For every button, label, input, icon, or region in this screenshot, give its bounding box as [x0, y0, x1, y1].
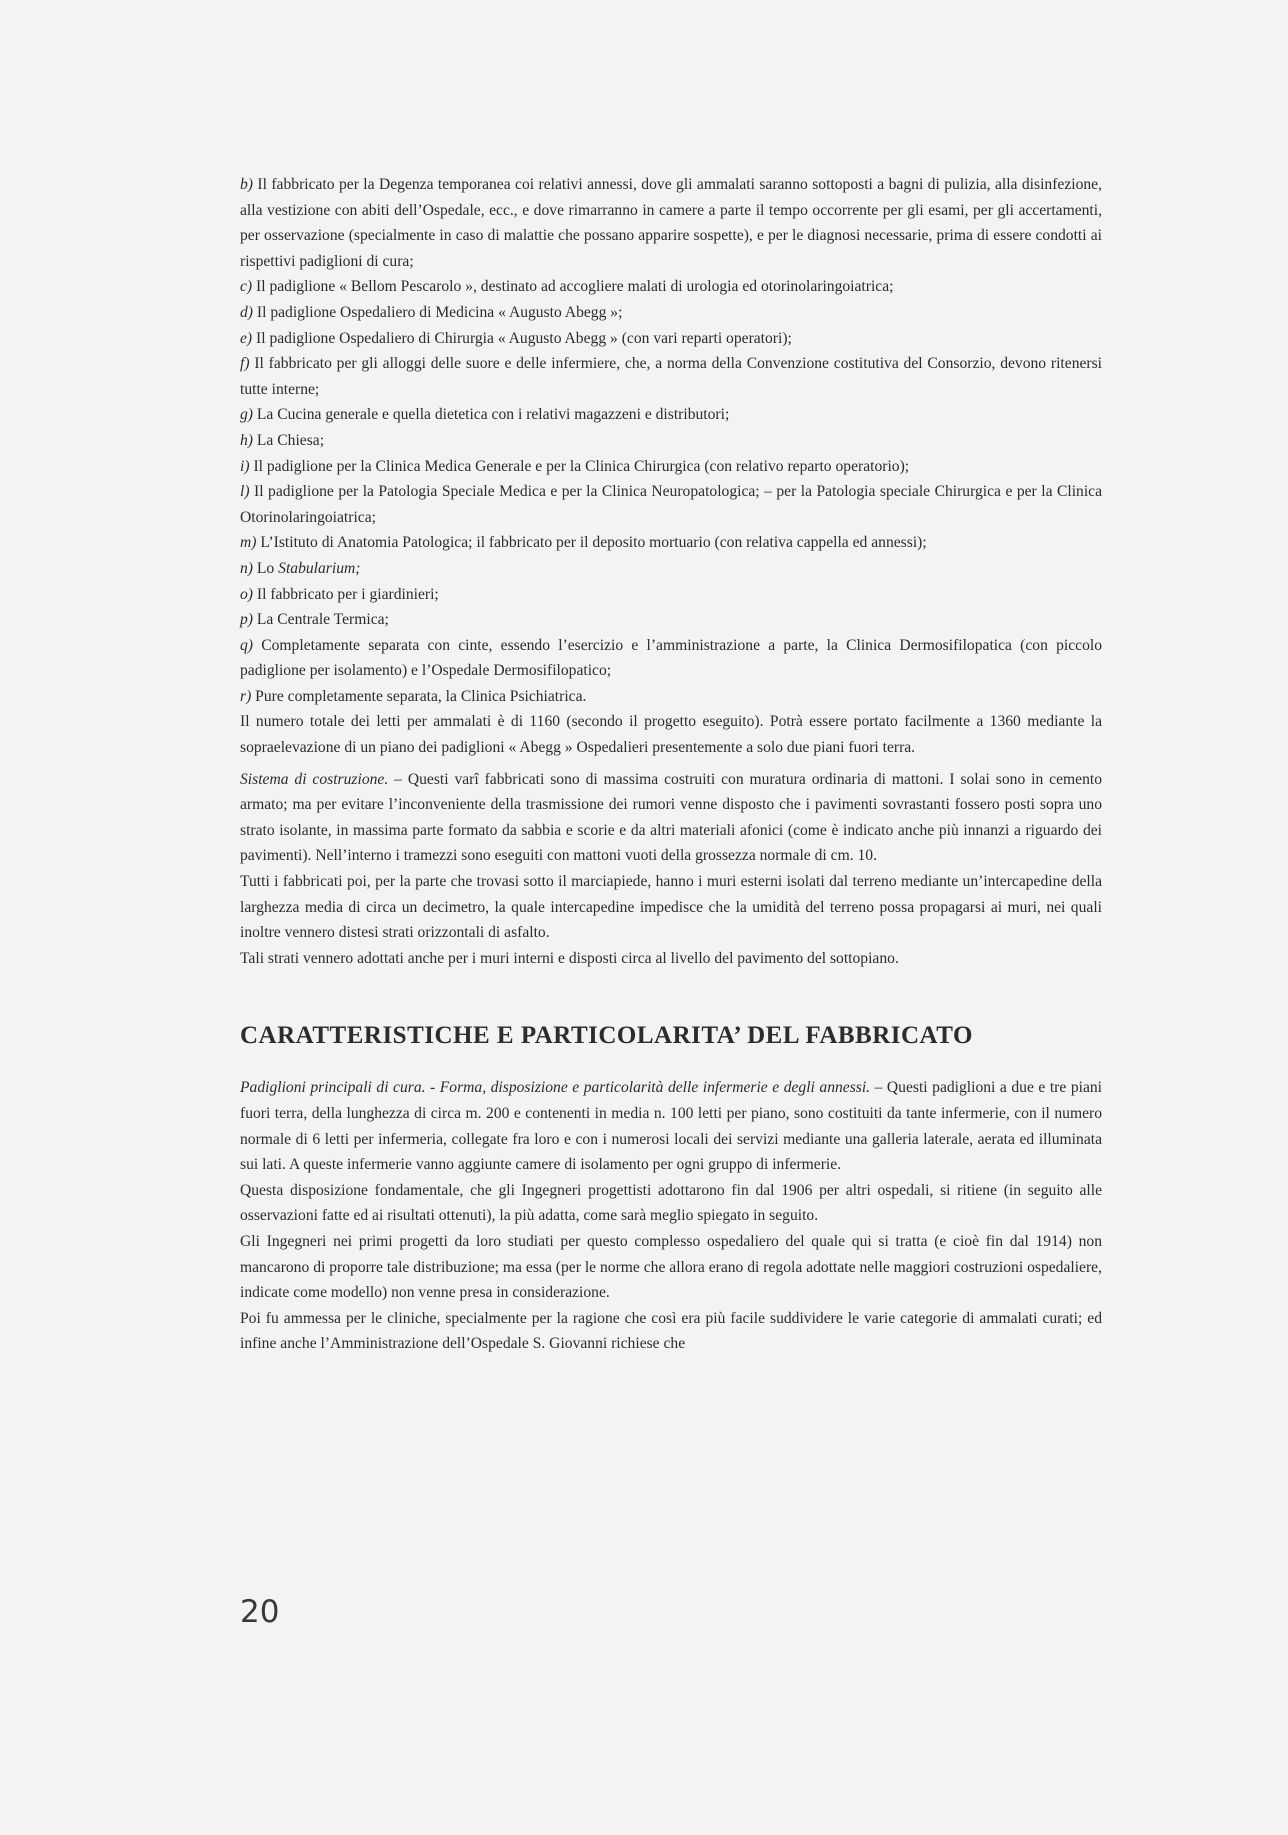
- list-item-h: [240, 428, 1102, 454]
- item-letter: n): [240, 559, 253, 577]
- item-letter: g): [240, 406, 253, 424]
- list-item-b: [240, 172, 1102, 274]
- item-text: Il fabbricato per i giardinieri;: [256, 585, 439, 603]
- list-item-p: [240, 607, 1102, 633]
- item-letter: m): [240, 534, 257, 552]
- list-item-o: [240, 582, 1102, 608]
- paragraph-strati: Tali strati vennero adottati anche per i muri interni e disposti circa al livello del pavimento del sottopiano.: [240, 949, 899, 967]
- item-letter: h): [240, 431, 253, 449]
- list-item-m: [240, 530, 1102, 556]
- item-text: Pure completamente separata, la Clinica Psichiatrica.: [255, 687, 587, 705]
- list-item-f: [240, 351, 1102, 402]
- item-letter: f): [240, 355, 250, 373]
- item-letter: l): [240, 483, 250, 501]
- item-text: Il fabbricato per la Degenza temporanea coi relativi annessi, dove gli ammalati saranno sottoposti a bagni di pulizia, alla disinfezione, alla vestizione con abiti dell’Ospedale, ecc., e dove rimarranno in camere a parte il tempo occorrente per gli esami, per gli accertamenti, per osservazione (specialmente in caso di malattie che possano apparire sospette), e per le diagnosi necessarie, prima di essere condotti ai rispettivi padiglioni di cura;: [240, 176, 1102, 270]
- item-letter: c): [240, 278, 253, 296]
- list-item-l: [240, 479, 1102, 530]
- sistema-title: Sistema di costruzione.: [240, 770, 389, 788]
- item-text: Il padiglione per la Clinica Medica Generale e per la Clinica Chirurgica (con relativo reparto operatorio);: [253, 457, 910, 475]
- item-text: La Chiesa;: [256, 431, 325, 449]
- item-letter: i): [240, 457, 250, 475]
- item-text: Completamente separata con cinte, essendo l’esercizio e l’amministrazione a parte, la Clinica Dermosifilopatica (con piccolo padiglione per isolamento) e l’Ospedale Dermosifilopatico;: [240, 636, 1102, 680]
- item-letter: r): [240, 687, 252, 705]
- list-item-e: [240, 326, 1102, 352]
- padiglioni-text: – Questi padiglioni a due e tre piani fuori terra, della lunghezza di circa m. 200 e contenenti in media n. 100 letti per piano, sono costituiti da tante infermerie, con il numero normale di 6 letti per infermeria, collegate fra loro e con i numerosi locali dei servizi mediante una galleria laterale, aerata ed illuminata sui lati. A queste infermerie vanno aggiunte camere di isolamento per ogni gruppo di infermerie.: [240, 1079, 1102, 1174]
- item-text: La Centrale Termica;: [256, 611, 389, 629]
- item-text: Il fabbricato per gli alloggi delle suore e delle infermiere, che, a norma della Convenzione costitutiva del Consorzio, devono ritenersi tutte interne;: [240, 355, 1103, 398]
- list-item-c: [240, 274, 1102, 300]
- padiglioni-title: Padiglioni principali di cura. - Forma, disposizione e particolarità delle infermerie e degli annessi.: [240, 1079, 871, 1097]
- item-text: Il padiglione « Bellom Pescarolo », destinato ad accogliere malati di urologia ed otorinolaringoiatrica;: [256, 278, 894, 296]
- paragraph-cliniche: Poi fu ammessa per le cliniche, specialmente per la ragione che così era più facile suddividere le varie categorie di ammalati curati; ed infine anche l’Amministrazione dell’Ospedale S. Giovanni richiese che: [240, 1309, 1102, 1353]
- sistema-text: – Questi varî fabbricati sono di massima costruiti con muratura ordinaria di mattoni. I solai sono in cemento armato; ma per evitare l’inconveniente della trasmissione dei rumori venne disposto che i pavimenti sovrastanti fossero posti sopra uno strato isolante, in massima parte formato da sabbia e scorie e da altri materiali afonici (come è indicato anche più innanzi a riguardo dei pavimenti). Nell’interno i tramezzi sono eseguiti con mattoni vuoti della grossezza normale di cm. 10.: [240, 770, 1102, 865]
- section-heading: CARATTERISTICHE E PARTICOLARITA’ DEL FABBRICATO: [240, 1022, 973, 1050]
- item-text: Il padiglione per la Patologia Speciale Medica e per la Clinica Neuropatologica; – per la Patologia speciale Chirurgica e per la Clinica Otorinolaringoiatrica;: [240, 483, 1102, 526]
- item-letter: b): [240, 176, 253, 193]
- paragraph-sistema: [240, 767, 1102, 869]
- paragraph-ingegneri: Gli Ingegneri nei primi progetti da loro studiati per questo complesso ospedaliero del quale qui si tratta (e cioè fin dal 1914) non mancarono di proporre tale distribuzione; ma essa (per le norme che allora erano di regola adottate nelle maggiori costruzioni ospedaliere, indicate come modello) non venne presa in considerazione.: [240, 1232, 1102, 1302]
- item-text: Il padiglione Ospedaliero di Chirurgia « Augusto Abegg » (con vari reparti operatori);: [256, 329, 792, 347]
- item-text: L’Istituto di Anatomia Patologica; il fabbricato per il deposito mortuario (con relativa cappella ed annessi);: [260, 534, 927, 552]
- paragraph-letti: Il numero totale dei letti per ammalati è di 1160 (secondo il progetto eseguito). Potrà essere portato facilmente a 1360 mediante la sopraelevazione di un piano dei padiglioni « Abegg » Ospedalieri presentemente a solo due piani fuori terra.: [240, 713, 1102, 757]
- item-letter: q): [240, 636, 253, 654]
- list-item-i: [240, 454, 1102, 480]
- item-letter: p): [240, 611, 253, 629]
- list-item-d: [240, 300, 1102, 326]
- item-letter: e): [240, 329, 253, 347]
- list-item-g: [240, 402, 1102, 428]
- list-item-r: [240, 684, 1102, 710]
- list-item-q: [240, 633, 1102, 684]
- item-letter: o): [240, 585, 253, 603]
- item-text: Il padiglione Ospedaliero di Medicina « Augusto Abegg »;: [256, 303, 623, 321]
- paragraph-fabbricati: Tutti i fabbricati poi, per la parte che trovasi sotto il marciapiede, hanno i muri esterni isolati dal terreno mediante un’intercapedine della larghezza media di circa un decimetro, la quale intercapedine impedisce che la umidità del terreno possa propagarsi ai muri, nei quali inoltre vennero distesi strati orizzontali di asfalto.: [240, 873, 1102, 942]
- item-letter: d): [240, 303, 253, 321]
- item-text-italic: Stabularium;: [278, 559, 361, 577]
- paragraph-disposizione: Questa disposizione fondamentale, che gli Ingegneri progettisti adottarono fin dal 1906 per altri ospedali, si ritiene (in seguito alle osservazioni fatte ed ai risultati ottenuti), la più adatta, come sarà meglio spiegato in seguito.: [240, 1181, 1102, 1225]
- list-item-n: [240, 556, 1102, 582]
- item-text: La Cucina generale e quella dietetica con i relativi magazzeni e distributori;: [256, 406, 730, 424]
- page-number: 20: [240, 1594, 280, 1630]
- text-column: [240, 172, 1102, 1357]
- paragraph-padiglioni: [240, 1075, 1102, 1177]
- item-text: Lo: [256, 559, 275, 577]
